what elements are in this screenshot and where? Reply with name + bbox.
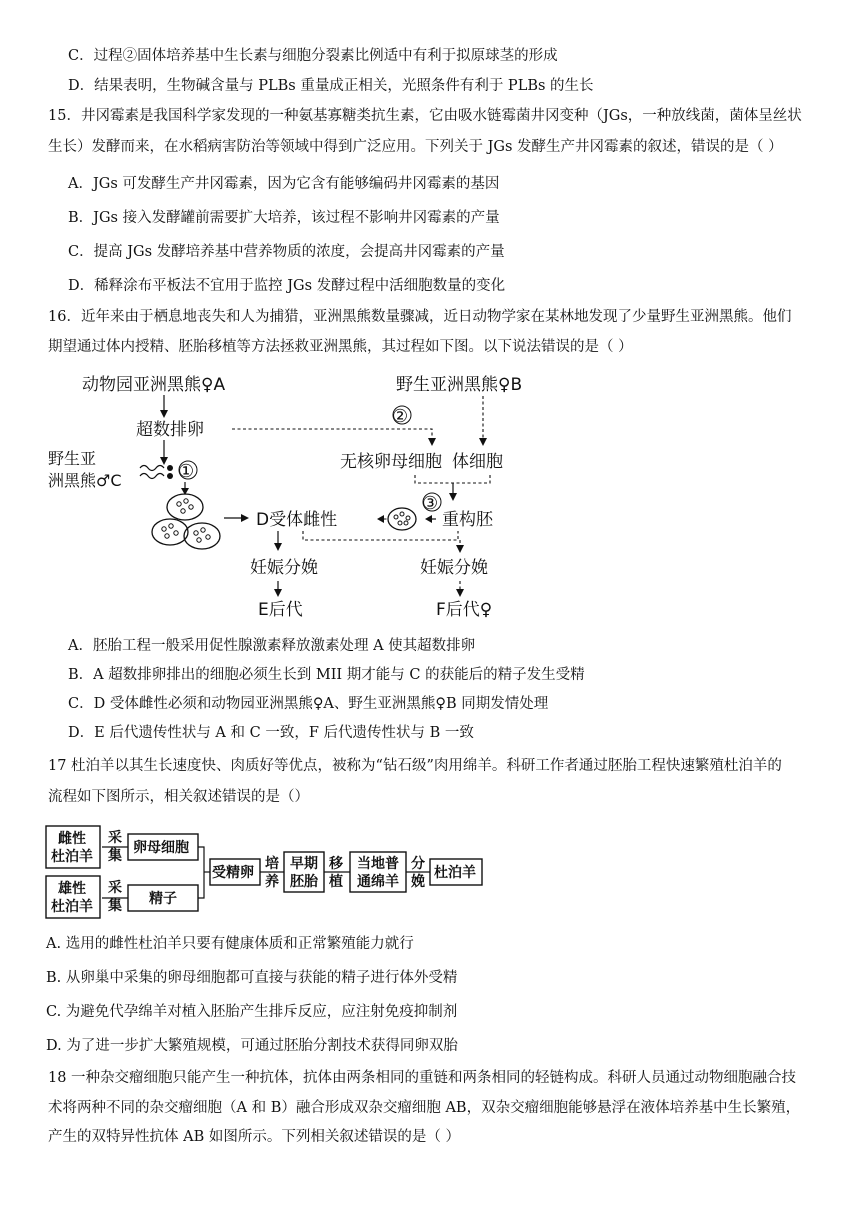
somatic-cell-label: 体细胞 [452,452,503,472]
offspring-e-label: E后代 [258,600,303,620]
sperm-label: 精子 [149,891,177,907]
step-2-label: ② [392,406,409,427]
q18-stem-line-1: 18 一种杂交瘤细胞只能产生一种抗体，抗体由两条相同的重链和两条相同的轻链构成。科研人员通过动物细胞融合技 [48,1070,797,1086]
transfer-line-1: 移 [329,856,343,872]
wild-bear-b-label: 野生亚洲黑熊♀B [396,375,523,395]
enucleated-oocyte-label: 无核卵母细胞 [340,452,442,472]
q16-stem-line-1: 16．近年来由于栖息地丧失和人为捕猎，亚洲黑熊数量骤减，近日动物学家在某林地发现了少量野生亚洲黑熊。他们 [48,309,792,325]
pregnancy-right-label: 妊娠分娩 [420,558,488,578]
q17-flowchart [44,822,484,922]
zoo-bear-label: 动物园亚洲黑熊♀A [82,375,226,395]
female-dorper-line-1: 雌性 [58,831,86,847]
q18-stem-line-2: 术将两种不同的杂交瘤细胞（A 和 B）融合形成双杂交瘤细胞 AB，双杂交瘤细胞能够悬浮在液体培养基中生长繁殖， [48,1100,801,1116]
q17-option-b: B. 从卵巢中采集的卵母细胞都可直接与获能的精子进行体外受精 [46,970,458,986]
delivery-line-1: 分 [411,856,425,872]
collect-b-line-1: 采 [108,880,122,896]
wild-male-label-line-2: 洲黑熊♂C [48,471,122,490]
q15-stem-line-2: 生长）发酵而来，在水稻病害防治等领域中得到广泛应用。下列关于 JGs 发酵生产井冈霉素的叙述，错误的是（ ） [48,139,783,155]
q17-stem-line-2: 流程如下图所示，相关叙述错误的是（） [48,789,309,805]
collect-b-line-2: 集 [108,898,122,914]
transfer-line-2: 植 [329,874,343,890]
female-dorper-line-2: 杜泊羊 [51,849,93,865]
culture-line-2: 养 [265,874,279,890]
zygote-label: 受精卵 [212,865,254,881]
early-embryo-line-2: 胚胎 [290,874,318,890]
male-dorper-line-2: 杜泊羊 [51,899,93,915]
q18-stem-line-3: 产生的双特异性抗体 AB 如图所示。下列相关叙述错误的是（ ） [48,1129,460,1145]
q15-option-d: D．稀释涂布平板法不宜用于监控 JGs 发酵过程中活细胞数量的变化 [68,278,506,294]
q17-option-c: C. 为避免代孕绵羊对植入胚胎产生排斥反应，应注射免疫抑制剂 [46,1004,458,1020]
local-sheep-line-1: 当地普 [357,856,399,872]
superovulation-label: 超数排卵 [136,420,204,440]
offspring-f-label: F后代♀ [436,600,493,620]
q15-option-a: A．JGs 可发酵生产井冈霉素，因为它含有能够编码井冈霉素的基因 [68,176,500,192]
local-sheep-line-2: 通绵羊 [357,874,399,890]
pregnancy-left-label: 妊娠分娩 [250,558,318,578]
delivery-line-2: 娩 [411,874,425,890]
collect-a-line-1: 采 [108,830,122,846]
q17-option-a: A. 选用的雌性杜泊羊只要有健康体质和正常繁殖能力就行 [46,936,414,952]
step-3-label: ③ [422,493,439,514]
culture-line-1: 培 [265,856,279,872]
male-dorper-line-1: 雄性 [58,881,86,897]
early-embryo-line-1: 早期 [290,856,318,872]
wild-male-label-line-1: 野生亚 [48,449,97,468]
q16-diagram [40,368,560,622]
prev-option-d: D．结果表明，生物碱含量与 PLBs 重量成正相关，光照条件有利于 PLBs 的生长 [68,78,594,94]
reconstructed-embryo-label: 重构胚 [442,510,493,530]
q17-stem-line-1: 17 杜泊羊以其生长速度快、肉质好等优点，被称为“钻石级”肉用绵羊。科研工作者通过胚胎工程快速繁殖杜泊羊的 [48,758,782,774]
q15-option-b: B．JGs 接入发酵罐前需要扩大培养，该过程不影响井冈霉素的产量 [68,210,500,226]
step-1-label: ① [178,461,195,482]
q16-stem-line-2: 期望通过体内授精、胚胎移植等方法拯救亚洲黑熊，其过程如下图。以下说法错误的是（ ） [48,339,633,355]
q16-option-d: D．E 后代遗传性状与 A 和 C 一致，F 后代遗传性状与 B 一致 [68,725,474,741]
q16-option-c: C．D 受体雌性必须和动物园亚洲黑熊♀A、野生亚洲黑熊♀B 同期发情处理 [68,696,549,712]
collect-a-line-2: 集 [108,848,122,864]
q15-stem-line-1: 15．井冈霉素是我国科学家发现的一种氨基寡糖类抗生素，它由吸水链霉菌井冈变种（JGs，一种放线菌，菌体呈丝状 [48,108,802,124]
dorper-result-label: 杜泊羊 [434,865,476,881]
q16-option-b: B．A 超数排卵排出的细胞必须生长到 MII 期才能与 C 的获能后的精子发生受精 [68,667,585,683]
q17-option-d: D. 为了进一步扩大繁殖规模，可通过胚胎分割技术获得同卵双胎 [46,1038,458,1054]
prev-option-c: C．过程②固体培养基中生长素与细胞分裂素比例适中有利于拟原球茎的形成 [68,48,558,64]
oocyte-label: 卵母细胞 [133,840,189,856]
q15-option-c: C．提高 JGs 发酵培养基中营养物质的浓度，会提高井冈霉素的产量 [68,244,505,260]
recipient-label: D受体雌性 [256,510,338,530]
q16-option-a: A．胚胎工程一般采用促性腺激素释放激素处理 A 使其超数排卵 [68,638,476,654]
